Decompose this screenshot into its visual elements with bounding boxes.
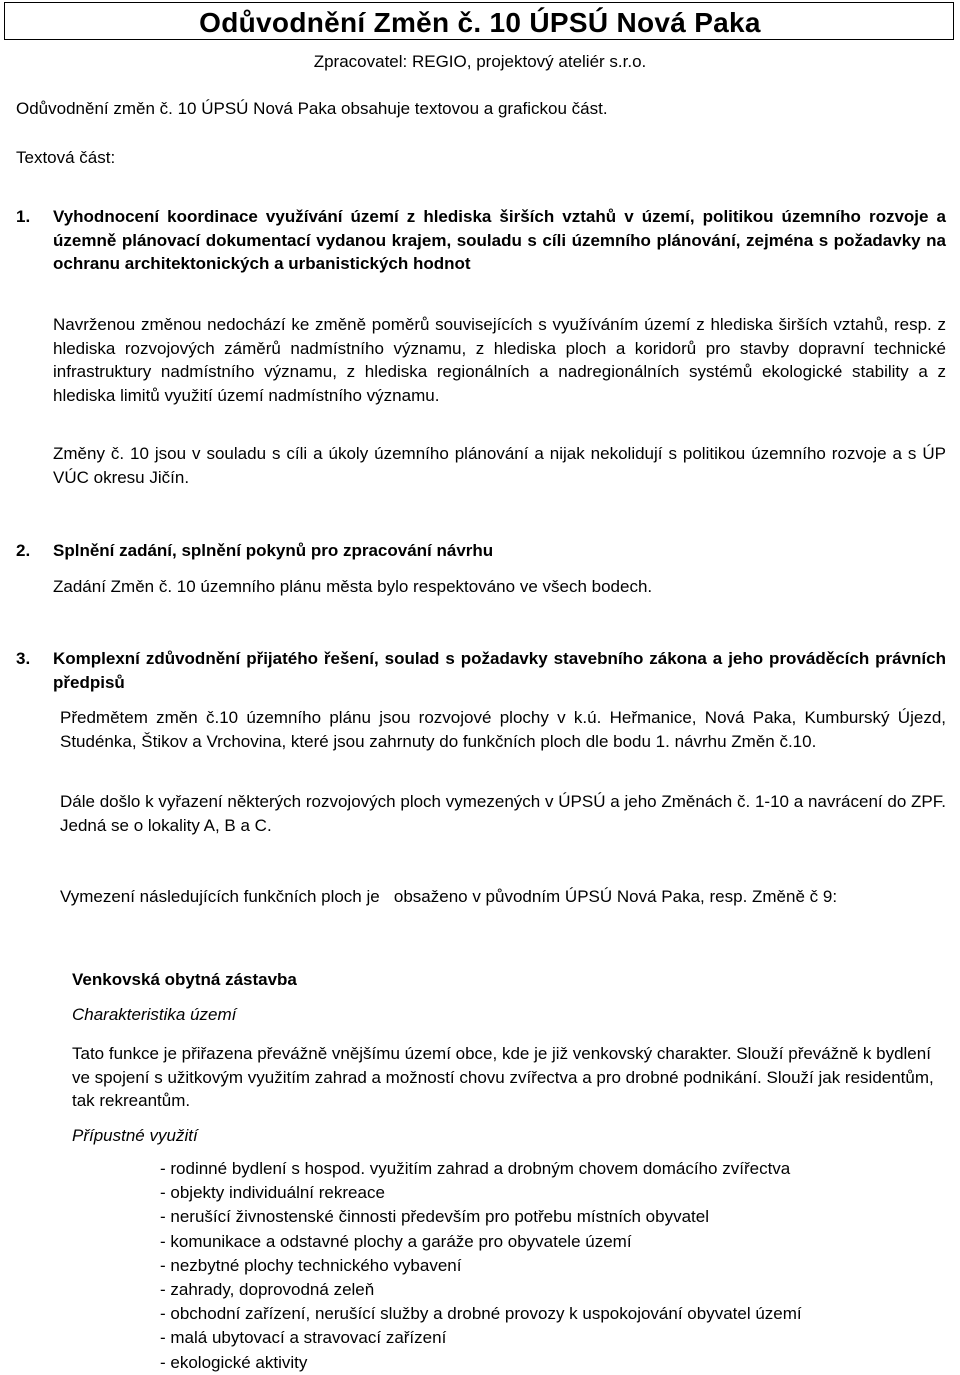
- section-1-heading: Vyhodnocení koordinace využívání území z hlediska širších vztahů v území, politikou územního rozvoje a územně plánovací dokumentací vydanou krajem, souladu s cíli územního plánování, zejména s požadavky na ochranu architektonických a urbanistických hodnot: [53, 207, 946, 274]
- characteristics-label: Charakteristika území: [72, 1005, 237, 1024]
- document-title: Odůvodnění Změn č. 10 ÚPSÚ Nová Paka: [199, 7, 761, 38]
- section-2-paragraph-1: Zadání Změn č. 10 územního plánu města bylo respektováno ve všech bodech.: [53, 577, 653, 596]
- section-1-paragraph-2: Změny č. 10 jsou v souladu s cíli a úkoly územního plánování a nijak nekolidují s politikou územního rozvoje a s ÚP VÚC okresu Jičín.: [53, 444, 946, 487]
- list-item: - rodinné bydlení s hospod. využitím zahrad a drobným chovem domácího zvířectva: [160, 1159, 791, 1178]
- processor-line: Zpracovatel: REGIO, projektový ateliér s.r.o.: [313, 52, 647, 71]
- section-1-number: 1.: [16, 207, 31, 226]
- characteristics-text: Tato funkce je přiřazena převážně vnějšímu území obce, kde je již venkovský charakter. Slouží převážně k bydlení ve spojení s užitkovým využitím zahrad a možností chovu zvířectva a pro drobné podnikání. Slouží jak residentům, tak rekreantům.: [72, 1044, 934, 1111]
- list-item: - obchodní zařízení, nerušící služby a drobné provozy k uspokojování obyvatel území: [160, 1304, 802, 1324]
- list-item: - nerušící živnostenské činnosti především pro potřebu místních obyvatel: [160, 1207, 709, 1227]
- title-box: [4, 2, 954, 40]
- section-3-paragraph-2: Dále došlo k vyřazení některých rozvojových ploch vymezených v ÚPSÚ a jeho Změnách č. 1-10 a navrácení do ZPF. Jedná se o lokality A, B a C.: [60, 792, 946, 835]
- list-item: - objekty individuální rekreace: [160, 1183, 385, 1203]
- section-3-paragraph-1: Předmětem změn č.10 územního plánu jsou rozvojové plochy v k.ú. Heřmanice, Nová Paka, Kumburský Újezd, Studénka, Štikov a Vrchovina, které jsou zahrnuty do funkčních ploch dle bodu 1. návrhu Změn č.10.: [60, 708, 946, 751]
- section-3-number: 3.: [16, 649, 31, 668]
- section-1-paragraph-1: Navrženou změnou nedochází ke změně poměrů souvisejících s využíváním území z hlediska širších vztahů, resp. z hlediska rozvojových záměrů nadmístního významu, z hlediska ploch a koridorů pro stavby dopravní technické infrastruktury nadmístního významu, z hlediska regionálních a nadregionálních systémů ekologické stability a z hlediska limitů využití území nadmístního významu.: [53, 315, 946, 405]
- permitted-use-list: [160, 1157, 802, 1375]
- section-2-heading: Splnění zadání, splnění pokynů pro zpracování návrhu: [53, 541, 494, 560]
- list-item: - malá ubytovací a stravovací zařízení: [160, 1328, 447, 1348]
- zone-heading: Venkovská obytná zástavba: [72, 970, 297, 989]
- list-item: - zahrady, doprovodná zeleň: [160, 1280, 375, 1300]
- text-part-heading: Textová část:: [16, 148, 116, 167]
- list-item: - komunikace a odstavné plochy a garáže pro obyvatele území: [160, 1231, 632, 1251]
- permitted-label: Přípustné využití: [72, 1126, 198, 1145]
- section-3-heading: Komplexní zdůvodnění přijatého řešení, soulad s požadavky stavebního zákona a jeho prováděcích právních předpisů: [53, 649, 946, 692]
- intro-text: Odůvodnění změn č. 10 ÚPSÚ Nová Paka obsahuje textovou a grafickou část.: [16, 99, 608, 118]
- list-item: - nezbytné plochy technického vybavení: [160, 1255, 462, 1275]
- section-2-number: 2.: [16, 541, 31, 560]
- section-3-paragraph-3: Vymezení následujících funkčních ploch je obsaženo v původním ÚPSÚ Nová Paka, resp. Změně č 9:: [60, 887, 838, 906]
- list-item: - ekologické aktivity: [160, 1352, 308, 1372]
